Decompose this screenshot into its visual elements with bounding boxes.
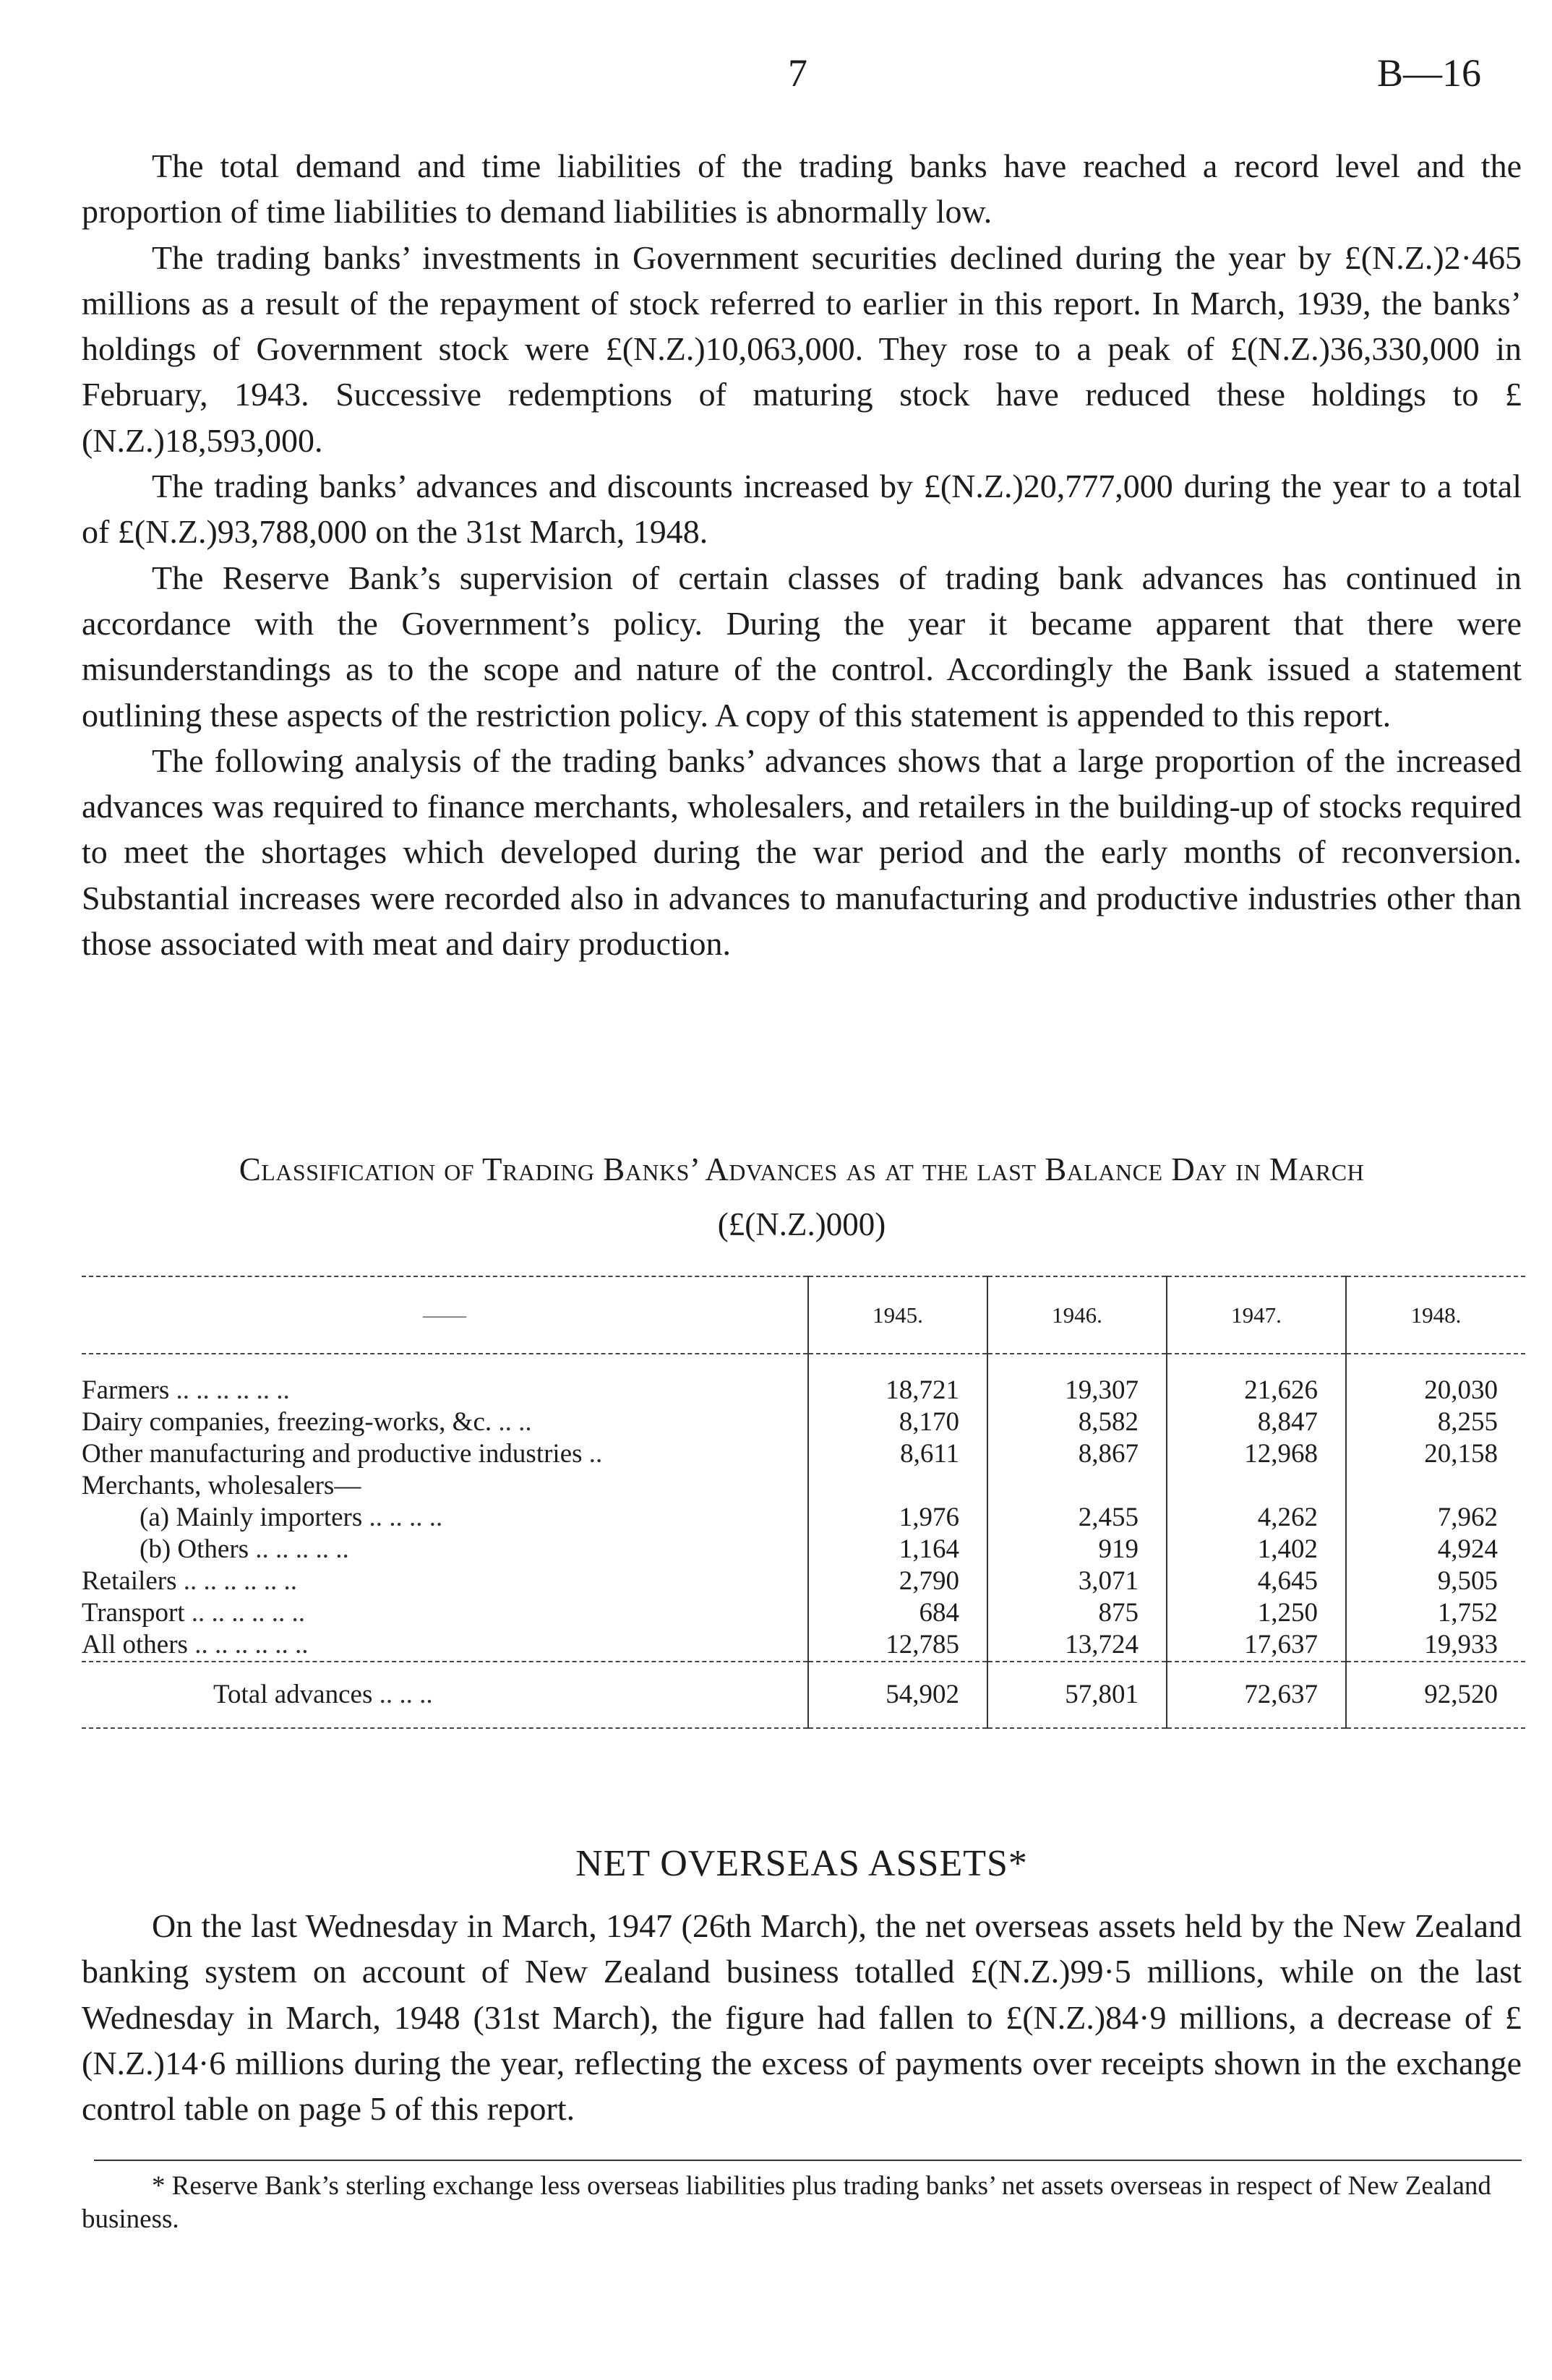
value-cell: 54,902 — [808, 1662, 987, 1728]
row-label-cell — [82, 1406, 808, 1438]
row-label: Dairy companies, freezing-works, &c. — [82, 1407, 492, 1437]
report-code: B—16 — [1377, 51, 1482, 95]
row-label-cell — [82, 1629, 808, 1662]
value-cell: 1,250 — [1167, 1597, 1346, 1629]
footnote — [82, 2170, 1522, 2236]
value-cell: 9,505 — [1346, 1565, 1525, 1597]
value-cell: 4,645 — [1167, 1565, 1346, 1597]
value-cell: 684 — [808, 1597, 987, 1629]
body-paragraphs — [82, 143, 1522, 966]
table-header-row — [82, 1276, 1525, 1354]
section-heading: NET OVERSEAS ASSETS* — [575, 1843, 1028, 1884]
paragraph-analysis: The following analysis of the trading banks’ advances shows that a large proportion of the increased advances was required to finance merchants, wholesalers, and retailers in the building-up of stocks required to meet the shortages which developed during the war period and the early months of reconversion. Substantial increases were recorded also in advances to manufacturing and productive industries other than those associated with meat and dairy production. — [82, 742, 1522, 963]
footnote-divider — [94, 2160, 1522, 2161]
value-cell: 875 — [987, 1597, 1167, 1629]
row-label-cell — [82, 1662, 808, 1728]
paragraph-advances: The trading banks’ advances and discounts increased by £(N.Z.)20,777,000 during the year to a total of £(N.Z.)93,788,000 on the 31st March, 1948. — [82, 468, 1522, 551]
year-header: 1948. — [1346, 1276, 1525, 1354]
value-cell: 2,455 — [987, 1502, 1167, 1534]
value-cell — [987, 1470, 1167, 1502]
value-cell: 3,071 — [987, 1565, 1167, 1597]
paragraph-liabilities: The total demand and time liabilities of the trading banks have reached a record level and the proportion of time liabilities to demand liabilities is abnormally low. — [82, 147, 1522, 231]
row-label: Farmers — [82, 1375, 170, 1405]
row-label: Merchants, wholesalers— — [82, 1471, 361, 1500]
value-cell: 19,307 — [987, 1354, 1167, 1406]
table-row — [82, 1470, 1525, 1502]
value-cell: 57,801 — [987, 1662, 1167, 1728]
row-label-cell — [82, 1502, 808, 1534]
value-cell: 12,785 — [808, 1629, 987, 1662]
row-label: All others — [82, 1630, 188, 1659]
table-row — [82, 1565, 1525, 1597]
value-cell: 20,030 — [1346, 1354, 1525, 1406]
row-label: (a) Mainly importers — [140, 1503, 363, 1532]
value-cell: 12,968 — [1167, 1438, 1346, 1470]
row-label: Retailers — [82, 1566, 177, 1596]
table-unit: (£(N.Z.)000) — [717, 1206, 886, 1242]
value-cell: 8,582 — [987, 1406, 1167, 1438]
row-label-cell — [82, 1470, 808, 1502]
value-cell: 1,976 — [808, 1502, 987, 1534]
table-row — [82, 1629, 1525, 1662]
leader-dots: .. .. .. — [372, 1680, 433, 1709]
value-cell: 8,867 — [987, 1438, 1167, 1470]
row-label: Transport — [82, 1598, 185, 1628]
value-cell: 1,164 — [808, 1534, 987, 1565]
leader-dots: .. .. .. .. .. .. — [176, 1566, 298, 1596]
value-cell: 8,255 — [1346, 1406, 1525, 1438]
value-cell — [808, 1470, 987, 1502]
footnote-text: * Reserve Bank’s sterling exchange less overseas liabilities plus trading banks’ net assets overseas in respect of New Zealand business. — [82, 2171, 1491, 2234]
year-header: 1946. — [987, 1276, 1167, 1354]
leader-dots: .. .. .. .. .. .. — [184, 1598, 306, 1628]
paragraph-investments: The trading banks’ investments in Government securities declined during the year by £(N.Z.)2·465 millions as a result of the repayment of stock referred to earlier in this report. In March, 1939, the banks’ holdings of Government stock were £(N.Z.)10,063,000. They rose to a peak of £(N.Z.)36,330,000 in February, 1943. Successive redemptions of maturing stock have reduced these holdings to £(N.Z.)18,593,000. — [82, 239, 1522, 459]
year-header: 1945. — [808, 1276, 987, 1354]
row-label: (b) Others — [140, 1534, 249, 1564]
row-label: Total advances — [213, 1680, 373, 1709]
row-label: Other manufacturing and productive industries — [82, 1439, 583, 1469]
advances-table — [82, 1276, 1522, 1729]
value-cell — [1167, 1470, 1346, 1502]
value-cell: 21,626 — [1167, 1354, 1346, 1406]
leader-dots: .. — [582, 1439, 603, 1469]
row-label-cell — [82, 1354, 808, 1406]
table-row — [82, 1438, 1525, 1470]
value-cell: 1,402 — [1167, 1534, 1346, 1565]
leader-dots: .. .. .. .. .. — [249, 1534, 349, 1564]
year-header: 1947. — [1167, 1276, 1346, 1354]
value-cell: 18,721 — [808, 1354, 987, 1406]
value-cell: 19,933 — [1346, 1629, 1525, 1662]
value-cell: 2,790 — [808, 1565, 987, 1597]
value-cell: 8,847 — [1167, 1406, 1346, 1438]
value-cell: 7,962 — [1346, 1502, 1525, 1534]
table-title: Classification of Trading Banks’ Advances as at the last Balance Day in March — [239, 1151, 1365, 1187]
leader-dots: .. .. — [492, 1407, 532, 1437]
value-cell: 17,637 — [1167, 1629, 1346, 1662]
paragraph-supervision: The Reserve Bank’s supervision of certain classes of trading bank advances has continued in accordance with the Government’s policy. During the year it became apparent that there were misunderstandings as to the scope and nature of the control. Accordingly the Bank issued a statement outlining these aspects of the restriction policy. A copy of this statement is appended to this report. — [82, 559, 1522, 734]
table-row — [82, 1354, 1525, 1406]
table-row — [82, 1597, 1525, 1629]
page-number: 7 — [788, 51, 807, 95]
row-label-cell — [82, 1565, 808, 1597]
total-row — [82, 1662, 1525, 1728]
table-row — [82, 1534, 1525, 1565]
value-cell: 8,611 — [808, 1438, 987, 1470]
row-label-cell — [82, 1438, 808, 1470]
value-cell: 92,520 — [1346, 1662, 1525, 1728]
row-label-cell — [82, 1597, 808, 1629]
leader-dots: .. .. .. .. .. .. — [187, 1630, 309, 1659]
section-body — [82, 1903, 1522, 2131]
value-cell: 72,637 — [1167, 1662, 1346, 1728]
row-label-cell — [82, 1534, 808, 1565]
table-row — [82, 1406, 1525, 1438]
leader-dots: .. .. .. .. .. .. — [169, 1375, 290, 1405]
value-cell: 4,924 — [1346, 1534, 1525, 1565]
value-cell: 4,262 — [1167, 1502, 1346, 1534]
paragraph-overseas-assets: On the last Wednesday in March, 1947 (26th March), the net overseas assets held by the New Zealand banking system on account of New Zealand business totalled £(N.Z.)99·5 millions, while on the last Wednesday in March, 1948 (31st March), the figure had fallen to £(N.Z.)84·9 millions, a decrease of £(N.Z.)14·6 millions during the year, reflecting the excess of payments over receipts shown in the exchange control table on page 5 of this report. — [82, 1907, 1522, 2128]
table-row — [82, 1502, 1525, 1534]
value-cell: 1,752 — [1346, 1597, 1525, 1629]
corner-label: —— — [82, 1276, 808, 1354]
value-cell: 13,724 — [987, 1629, 1167, 1662]
leader-dots: .. .. .. .. — [362, 1503, 443, 1532]
value-cell: 919 — [987, 1534, 1167, 1565]
value-cell: 20,158 — [1346, 1438, 1525, 1470]
value-cell: 8,170 — [808, 1406, 987, 1438]
value-cell — [1346, 1470, 1525, 1502]
